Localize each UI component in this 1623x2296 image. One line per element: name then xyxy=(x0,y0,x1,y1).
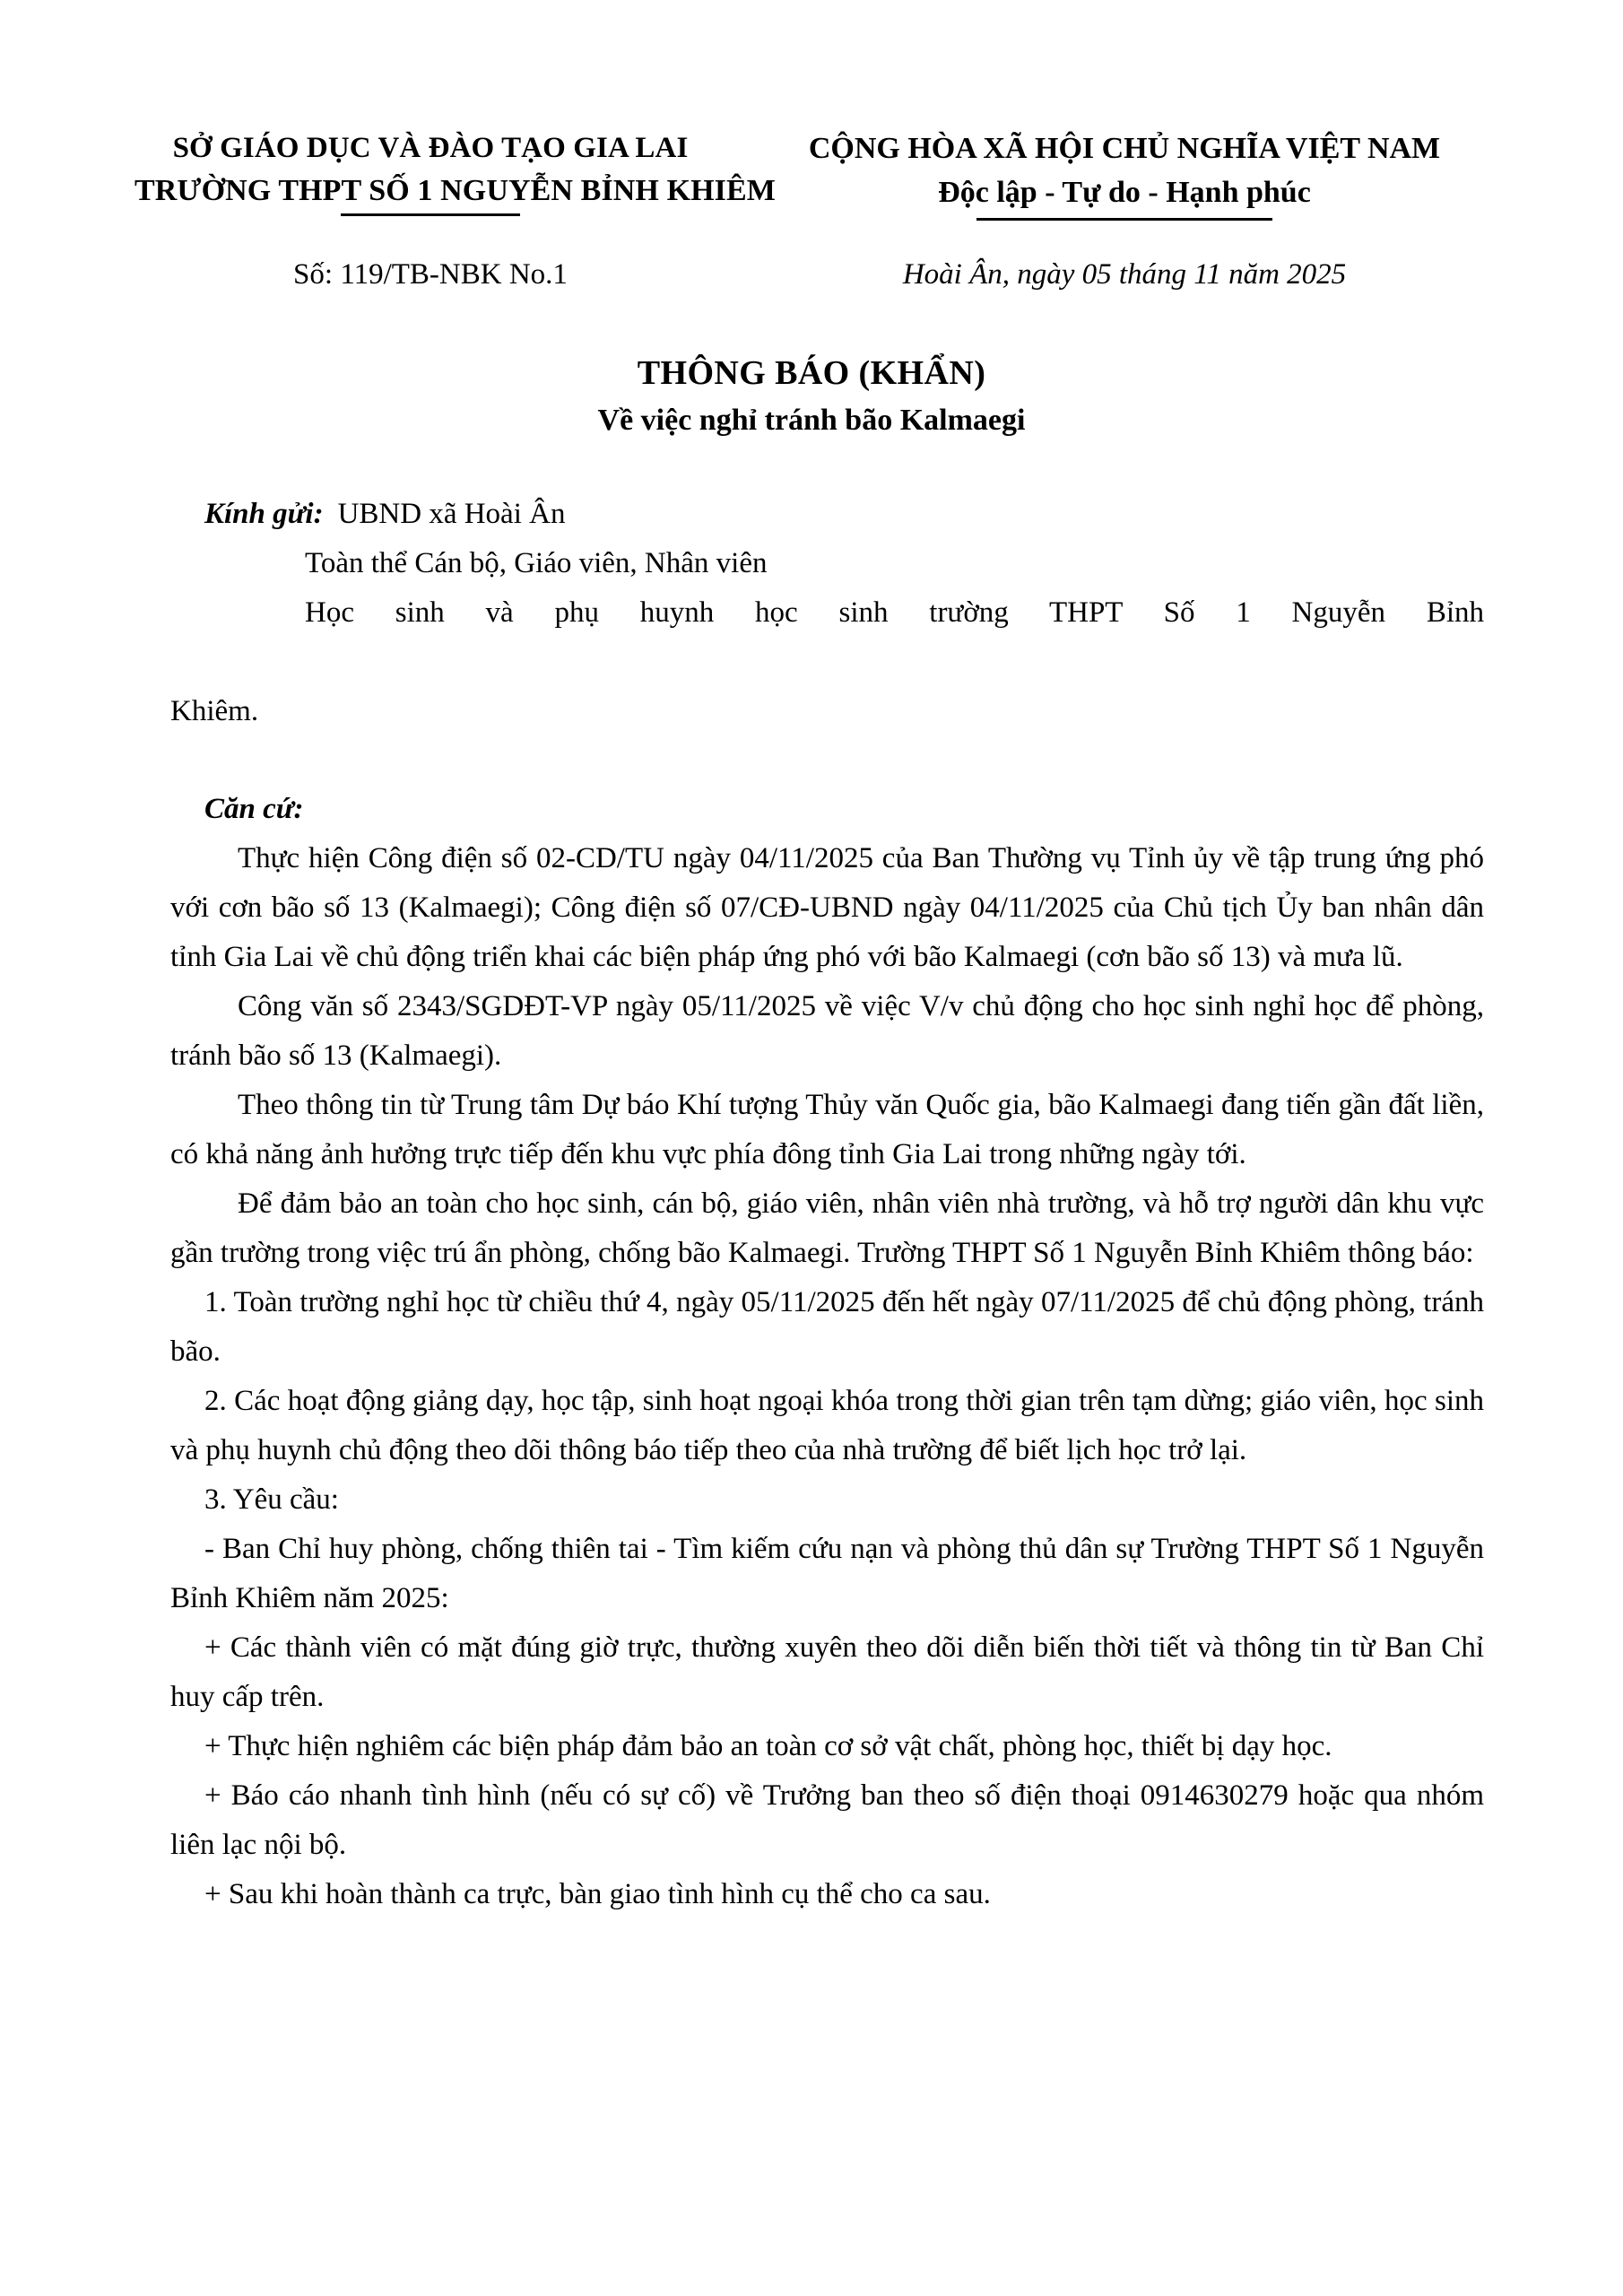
recipient-1: UBND xã Hoài Ân xyxy=(337,498,566,530)
requirement-dash-item: - Ban Chỉ huy phòng, chống thiên tai - Tìm kiếm cứu nạn và phòng thủ dân sự Trường THPT Số 1 Nguyễn Bỉnh Khiêm năm 2025: xyxy=(170,1533,1484,1614)
department-name: SỞ GIÁO DỤC VÀ ĐÀO TẠO GIA LAI xyxy=(172,132,689,164)
basis-paragraph-1: Thực hiện Công điện số 02-CD/TU ngày 04/11/2025 của Ban Thường vụ Tỉnh ủy về tập trung ứng phó với cơn bão số 13 (Kalmaegi); Công điện số 07/CĐ-UBND ngày 04/11/2025 của Chủ tịch Ủy ban nhân dân tỉnh Gia Lai về chủ động triển khai các biện pháp ứng phó với bão Kalmaegi (cơn bão số 13) và mưa lũ. xyxy=(170,842,1484,973)
national-motto-underline xyxy=(976,218,1272,221)
document-number: Số: 119/TB-NBK No.1 xyxy=(293,258,568,291)
numbered-item-2: 2. Các hoạt động giảng dạy, học tập, sinh hoạt ngoại khóa trong thời gian trên tạm dừng; giáo viên, học sinh và phụ huynh chủ động theo dõi thông báo tiếp theo của nhà trường để biết lịch học trở lại. xyxy=(170,1385,1484,1466)
numbered-item-1: 1. Toàn trường nghỉ học từ chiều thứ 4, ngày 05/11/2025 đến hết ngày 07/11/2025 để chủ động phòng, tránh bão. xyxy=(170,1286,1484,1368)
requirement-plus-item-2: + Thực hiện nghiêm các biện pháp đảm bảo an toàn cơ sở vật chất, phòng học, thiết bị dạy học. xyxy=(204,1730,1332,1762)
recipients-label: Kính gửi: xyxy=(204,498,324,530)
document-subtitle: Về việc nghỉ tránh bão Kalmaegi xyxy=(597,404,1026,437)
requirement-plus-item-3: + Báo cáo nhanh tình hình (nếu có sự cố) về Trưởng ban theo số điện thoại 0914630279 hoặc qua nhóm liên lạc nội bộ. xyxy=(170,1779,1484,1861)
country-name: CỘNG HÒA XÃ HỘI CHỦ NGHĨA VIỆT NAM xyxy=(808,132,1441,165)
requirement-plus-item-4: + Sau khi hoàn thành ca trực, bàn giao tình hình cụ thể cho ca sau. xyxy=(204,1878,991,1910)
basis-paragraph-3: Theo thông tin từ Trung tâm Dự báo Khí tượng Thủy văn Quốc gia, bão Kalmaegi đang tiến gần đất liền, có khả năng ảnh hưởng trực tiếp đến khu vực phía đông tỉnh Gia Lai trong những ngày tới. xyxy=(170,1089,1484,1170)
document-body xyxy=(0,490,1623,1919)
numbered-item-3: 3. Yêu cầu: xyxy=(204,1483,339,1516)
national-motto: Độc lập - Tự do - Hạnh phúc xyxy=(938,176,1311,209)
place-and-date: Hoài Ân, ngày 05 tháng 11 năm 2025 xyxy=(902,258,1347,291)
national-heading-block xyxy=(726,127,1523,221)
document-meta-row xyxy=(0,255,1623,294)
title-block xyxy=(0,350,1623,443)
school-name-underline xyxy=(341,213,520,216)
basis-paragraph-4: Để đảm bảo an toàn cho học sinh, cán bộ, giáo viên, nhân viên nhà trường, và hỗ trợ người dân khu vực gần trường trong việc trú ẩn phòng, chống bão Kalmaegi. Trường THPT Số 1 Nguyễn Bỉnh Khiêm thông báo: xyxy=(170,1187,1484,1269)
recipients-block xyxy=(170,490,1484,736)
basis-label: Căn cứ: xyxy=(204,793,304,825)
recipient-line-1 xyxy=(170,490,1484,539)
document-header xyxy=(0,0,1623,221)
basis-paragraph-2: Công văn số 2343/SGDĐT-VP ngày 05/11/2025 về việc V/v chủ động cho học sinh nghỉ học để phòng, tránh bão số 13 (Kalmaegi). xyxy=(170,990,1484,1072)
issuing-authority-block xyxy=(135,127,776,216)
recipient-line-2: Toàn thể Cán bộ, Giáo viên, Nhân viên xyxy=(305,547,768,579)
recipient-line-3: Học sinh và phụ huynh học sinh trường THPT Số 1 Nguyễn Bỉnh xyxy=(305,596,1484,629)
requirement-plus-item-1: + Các thành viên có mặt đúng giờ trực, thường xuyên theo dõi diễn biến thời tiết và thông tin từ Ban Chỉ huy cấp trên. xyxy=(170,1631,1484,1713)
recipient-line-3-continuation: Khiêm. xyxy=(170,695,259,727)
document-title: THÔNG BÁO (KHẨN) xyxy=(637,354,986,392)
school-name: TRƯỜNG THPT SỐ 1 NGUYỄN BỈNH KHIÊM xyxy=(135,174,776,207)
